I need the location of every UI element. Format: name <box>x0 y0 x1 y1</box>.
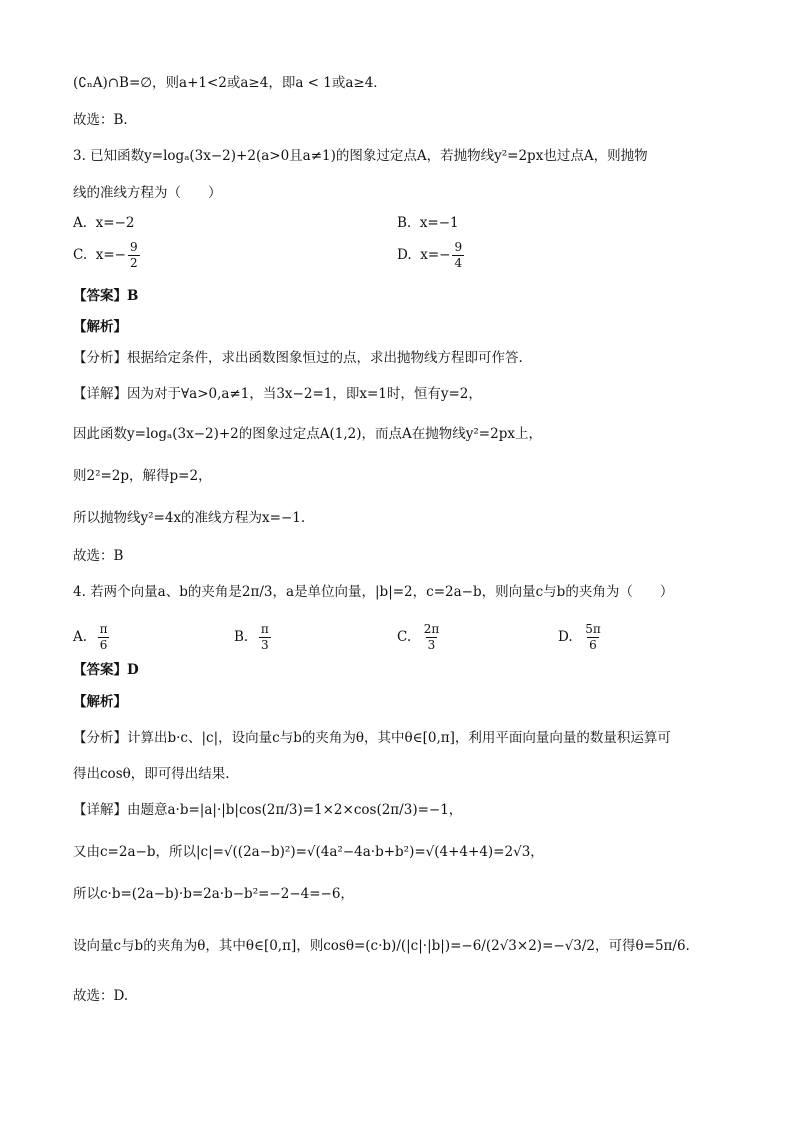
text-line: 【详解】由题意a·b=|a|·|b|cos(2π/3)=1×2×cos(2π/3)=−1， <box>73 802 463 818</box>
text-line: 【分析】计算出b·c、|c|，设向量c与b的夹角为θ，其中θ∈[0,π]，利用平面向量向量的数量积运算可 <box>73 730 671 746</box>
text-line: 所以c·b=(2a−b)·b=2a·b−b²=−2−4=−6， <box>73 886 354 902</box>
text-line: 【详解】因为对于∀a>0,a≠1，当3x−2=1，即x=1时，恒有y=2， <box>73 386 482 402</box>
text-line: 故选：B. <box>73 112 128 128</box>
option-expr: x=− <box>420 247 451 263</box>
fraction <box>422 622 442 653</box>
text-line: 设向量c与b的夹角为θ，其中θ∈[0,π]，则cosθ=(c·b)/(|c|·|b|)=−6/(2√3×2)=−√3/2，可得θ=5π/6. <box>73 938 690 954</box>
option-letter: B. <box>234 629 249 645</box>
fraction <box>583 622 603 653</box>
text-line: 因此函数y=logₐ(3x−2)+2的图象过定点A(1,2)，而点A在抛物线y²=2px上， <box>73 426 542 442</box>
q4-option-d <box>558 622 605 653</box>
answer-label: 【答案】B <box>73 288 139 304</box>
option-letter: A. <box>73 215 88 231</box>
numerator: π <box>260 622 269 636</box>
q3-option-d <box>397 240 466 271</box>
denominator: 6 <box>99 638 108 652</box>
text-line: 故选：B <box>73 548 124 564</box>
q4-option-b <box>234 622 273 653</box>
q4-option-a <box>73 622 112 653</box>
question-3-stem: 线的准线方程为（ ） <box>73 185 222 201</box>
numerator: 9 <box>129 240 138 254</box>
text-line: 所以抛物线y²=4x的准线方程为x=−1. <box>73 510 306 526</box>
numerator: 2π <box>423 622 440 636</box>
fraction <box>98 622 110 653</box>
option-letter: A. <box>73 629 88 645</box>
denominator: 3 <box>427 638 436 652</box>
option-expr: x=−1 <box>419 215 459 231</box>
text-line: 则2²=2p，解得p=2， <box>73 468 212 484</box>
option-letter: D. <box>558 629 573 645</box>
question-4-stem: 4. 若两个向量a、b的夹角是2π/3，a是单位向量，|b|=2，c=2a−b，则向量c与b的夹角为（ ） <box>73 584 674 600</box>
analysis-label: 【解析】 <box>73 319 127 335</box>
q3-option-a <box>73 213 134 233</box>
option-letter: B. <box>397 215 412 231</box>
numerator: 9 <box>454 240 463 254</box>
option-expr: x=−2 <box>95 215 135 231</box>
q3-option-b <box>397 213 459 233</box>
text-line: (∁ₙA)∩B=∅，则a+1<2或a≥4，即a < 1或a≥4． <box>73 75 387 91</box>
numerator: π <box>99 622 108 636</box>
denominator: 2 <box>129 256 138 270</box>
option-expr: x=− <box>95 247 126 263</box>
denominator: 4 <box>454 256 463 270</box>
denominator: 3 <box>260 638 269 652</box>
option-letter: C. <box>397 629 412 645</box>
option-letter: C. <box>73 247 88 263</box>
text-line: 【分析】根据给定条件，求出函数图象恒过的点，求出抛物线方程即可作答. <box>73 350 523 366</box>
text-line: 故选：D. <box>73 988 129 1004</box>
option-letter: D. <box>397 247 412 263</box>
fraction <box>128 240 140 271</box>
analysis-label: 【解析】 <box>73 694 127 710</box>
denominator: 6 <box>589 638 597 652</box>
text-line: 又由c=2a−b，所以|c|=√((2a−b)²)=√(4a²−4a·b+b²)=√(4+4+4)=2√3， <box>73 844 544 860</box>
fraction <box>259 622 271 653</box>
q3-option-c <box>73 240 142 271</box>
q4-option-c <box>397 622 443 653</box>
numerator: 5π <box>585 622 601 636</box>
text-line: 得出cosθ，即可得出结果. <box>73 766 230 782</box>
question-3-stem: 3. 已知函数y=logₐ(3x−2)+2(a>0且a≠1)的图象过定点A，若抛物线y²=2px也过点A，则抛物 <box>73 148 648 164</box>
fraction <box>452 240 464 271</box>
answer-label: 【答案】D <box>73 662 139 678</box>
